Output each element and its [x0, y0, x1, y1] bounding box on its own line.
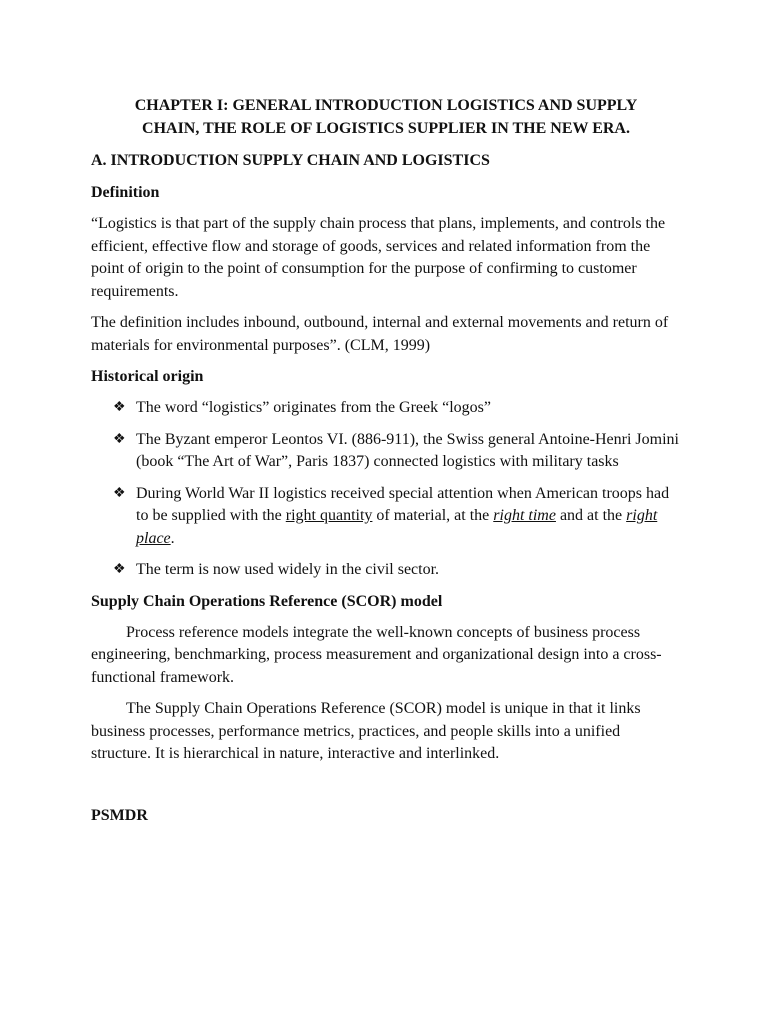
list-item: [91, 397, 681, 420]
document-content: [91, 94, 681, 836]
list-item-text: The Byzant emperor Leontos VI. (886-911), the Swiss general Antoine-Henri Jomini (book “The Art of War”, Paris 1837) connected logistics with military tasks: [136, 430, 679, 470]
scor-paragraph-2: The Supply Chain Operations Reference (SCOR) model is unique in that it links business processes, performance metrics, practices, and people skills into a unified structure. It is hierarchical in nature, interactive and interlinked.: [91, 700, 641, 762]
diamond-bullet-icon: ❖: [113, 562, 126, 577]
list-item: [91, 483, 681, 551]
scor-paragraph-1: Process reference models integrate the well-known concepts of business process engineering, benchmarking, process measurement and organizational design into a cross-functional framework.: [91, 623, 662, 686]
emphasis-right-quantity: right quantity: [285, 507, 373, 524]
blank-line: [91, 775, 681, 805]
list-item-text: [136, 485, 669, 547]
historical-origin-heading: Historical origin: [91, 368, 204, 385]
definition-paragraph-1: “Logistics is that part of the supply chain process that plans, implements, and controls the efficient, effective flow and storage of goods, services and related information from the point of origin to the point of consumption for the purpose of confirming to customer requirements.: [91, 215, 666, 300]
chapter-title: [91, 94, 681, 140]
list-item-text: The word “logistics” originates from the Greek “logos”: [136, 399, 491, 416]
chapter-title-line-2: CHAIN, THE ROLE OF LOGISTICS SUPPLIER IN THE NEW ERA.: [142, 120, 630, 137]
list-item-text-part: of material, at the: [372, 507, 494, 524]
chapter-title-line-1: CHAPTER I: GENERAL INTRODUCTION LOGISTICS AND SUPPLY: [134, 97, 638, 114]
definition-heading: Definition: [91, 184, 160, 201]
psmdr-heading: PSMDR: [91, 806, 148, 824]
list-item: [91, 559, 681, 582]
list-item: [91, 429, 681, 474]
section-a-heading: A. INTRODUCTION SUPPLY CHAIN AND LOGISTICS: [91, 152, 490, 169]
diamond-bullet-icon: ❖: [113, 485, 126, 501]
definition-paragraph-2: The definition includes inbound, outbound, internal and external movements and return of materials for environmental purposes”. (CLM, 1999): [91, 314, 669, 354]
list-item-text-part: During World War II logistics received special attention when American troops had to be supplied with the: [136, 484, 670, 524]
historical-origin-list: [91, 397, 681, 582]
emphasis-right-place: right place: [136, 507, 658, 547]
list-item-text-part: .: [170, 529, 175, 547]
diamond-bullet-icon: ❖: [113, 431, 126, 447]
emphasis-right-time: right time: [493, 507, 556, 524]
list-item-text: The term is now used widely in the civil sector.: [136, 561, 440, 578]
list-item-text-part: and at the: [555, 507, 627, 524]
scor-heading: Supply Chain Operations Reference (SCOR) model: [91, 592, 443, 610]
diamond-bullet-icon: ❖: [113, 400, 126, 415]
